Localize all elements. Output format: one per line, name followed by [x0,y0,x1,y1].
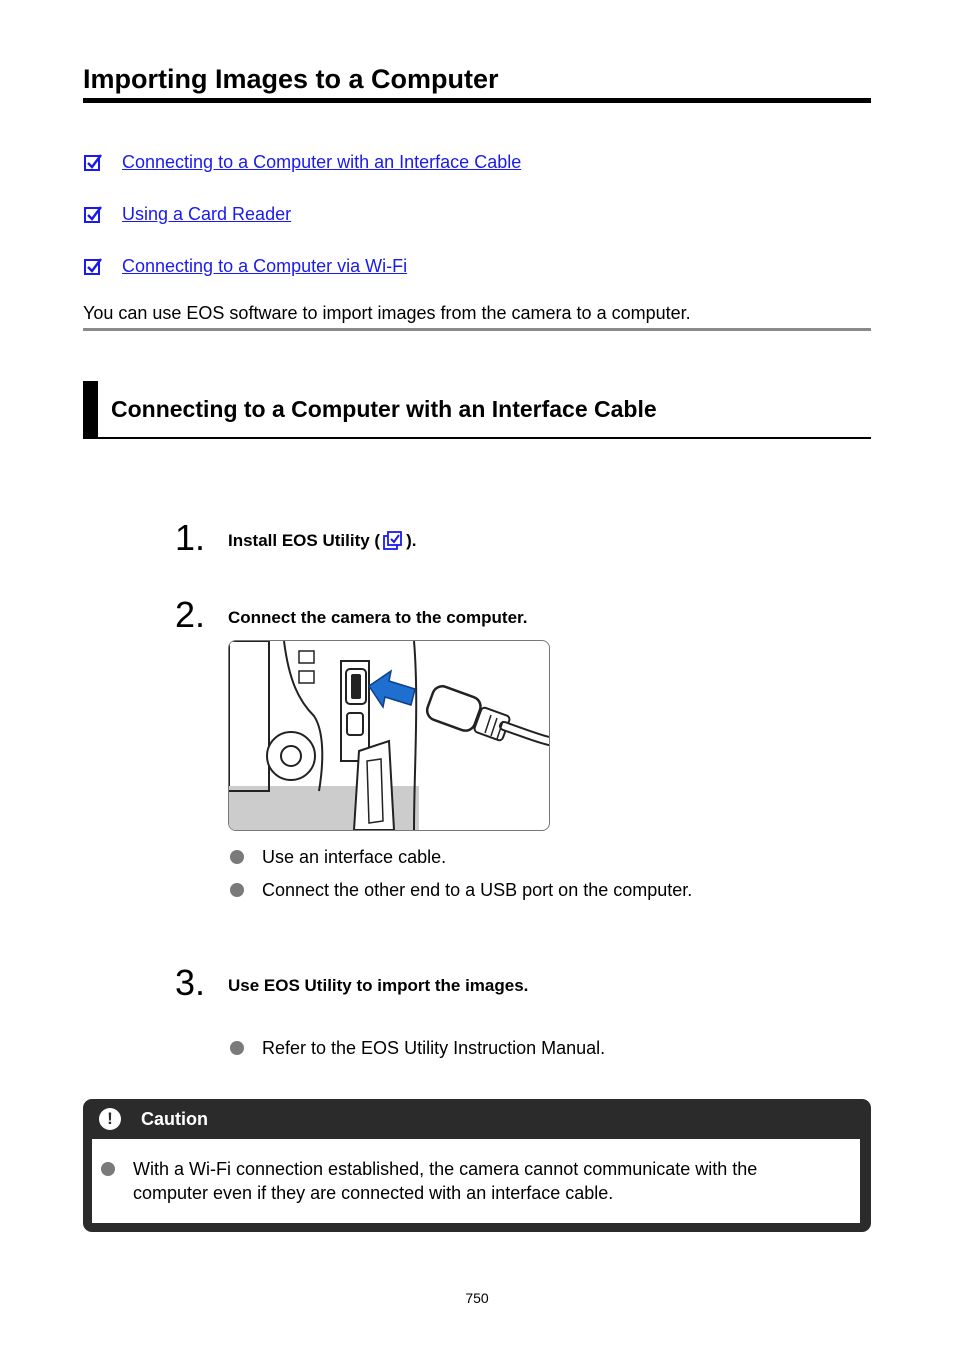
step-1-text-before: Install EOS Utility ( [228,531,381,550]
camera-cable-illustration [228,640,550,831]
check-link-icon [83,204,103,224]
step-text-2: Connect the camera to the computer. [228,608,528,627]
caution-label: Caution [141,1108,208,1129]
step-number-3: 3. [175,962,206,1003]
step-number-2: 2. [175,594,206,635]
step-1-text-after: ). [406,531,417,550]
bullet-text: Use an interface cable. [262,847,447,867]
bullet-icon [230,850,244,864]
bullet-text: Connect the other end to a USB port on the computer. [262,880,693,900]
step-text-1 [228,530,416,552]
section-bar [83,381,98,437]
caution-icon: ! [99,1108,121,1130]
toc-link-interface-cable[interactable]: Connecting to a Computer with an Interface Cable [122,151,522,172]
caution-body [92,1139,860,1223]
toc-link-card-reader[interactable]: Using a Card Reader [122,203,292,224]
bullet-text: Refer to the EOS Utility Instruction Manual. [262,1038,606,1058]
page-number: 750 [465,1290,489,1306]
bullet-icon [101,1162,115,1176]
list-item [230,1036,605,1060]
list-item [101,1157,821,1205]
toc-item-interface-cable[interactable] [83,147,521,177]
page-title: Importing Images to a Computer [83,60,871,103]
step-2-bullets [230,845,692,902]
section-title: Connecting to a Computer with an Interface Cable [111,395,657,422]
list-item [230,878,692,902]
list-item [230,845,692,869]
caution-box [83,1099,871,1232]
toc-item-wifi[interactable] [83,251,407,281]
toc-item-card-reader[interactable] [83,199,291,229]
caution-text: With a Wi-Fi connection established, the camera cannot communicate with the computer even if they are connected with an interface cable. [133,1159,758,1203]
section-heading [83,381,871,439]
step-text-3: Use EOS Utility to import the images. [228,976,529,995]
divider [83,328,871,331]
bullet-icon [230,1041,244,1055]
page-link-icon[interactable] [382,530,404,552]
intro-text: You can use EOS software to import images from the camera to a computer. [83,303,691,323]
bullet-icon [230,883,244,897]
caution-header [83,1099,208,1139]
toc-link-wifi[interactable]: Connecting to a Computer via Wi-Fi [122,255,408,276]
step-number-1: 1. [175,517,206,558]
check-link-icon [83,256,103,276]
check-link-icon [83,152,103,172]
step-3-bullets [230,1036,605,1060]
